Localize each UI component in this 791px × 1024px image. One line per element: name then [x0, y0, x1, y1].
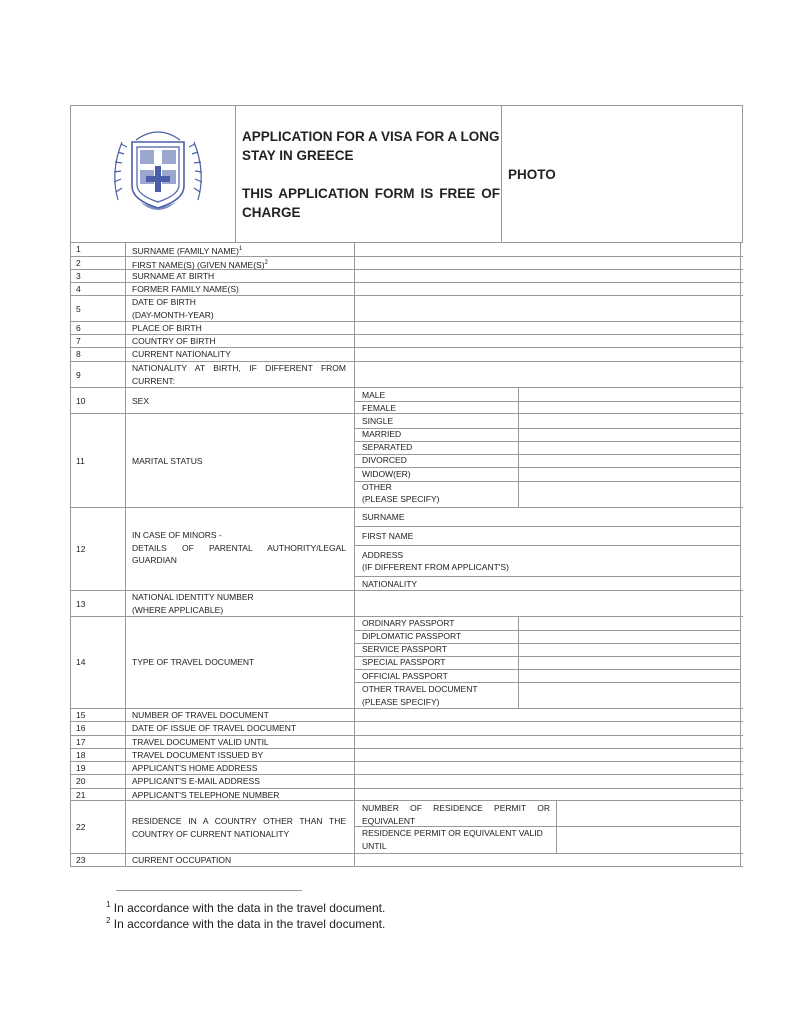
table-row — [70, 257, 743, 270]
row-label-text: RESIDENCE IN A COUNTRY OTHER THAN THE — [132, 816, 346, 826]
table-row — [70, 270, 743, 283]
row-label — [132, 243, 346, 257]
option-label: MALE — [362, 390, 386, 400]
option-label: DIPLOMATIC PASSPORT — [362, 631, 462, 641]
table-row — [70, 749, 743, 762]
title-line: STAY IN GREECE — [242, 148, 354, 163]
row-label-text: DATE OF BIRTH — [132, 297, 196, 307]
row-label — [132, 591, 346, 616]
row-label-text: IN CASE OF MINORS - — [132, 530, 222, 540]
table-row — [70, 789, 743, 801]
checkbox-divider — [518, 388, 519, 414]
row-number: 12 — [76, 544, 86, 554]
option-label: ORDINARY PASSPORT — [362, 618, 455, 628]
footnote-1 — [106, 900, 385, 915]
option-label: FEMALE — [362, 403, 397, 413]
row-label-text: GUARDIAN — [132, 555, 177, 565]
option-label: DIVORCED — [362, 455, 407, 465]
option-label: OTHER TRAVEL DOCUMENT — [362, 684, 478, 694]
row-number: 16 — [76, 723, 86, 733]
row-label: SURNAME AT BIRTH — [132, 271, 215, 281]
option-label — [362, 802, 550, 827]
option-label: MARRIED — [362, 429, 402, 439]
table-row — [70, 709, 743, 722]
option-label: ADDRESS — [362, 550, 404, 560]
row-number: 13 — [76, 599, 86, 609]
footnote-text: In accordance with the data in the travel document. — [110, 917, 386, 931]
row-number: 4 — [76, 284, 81, 294]
table-row — [70, 348, 743, 362]
option-text: UNTIL — [362, 840, 387, 851]
row-number: 5 — [76, 304, 81, 314]
free-notice-line: CHARGE — [242, 205, 301, 220]
option-label: SINGLE — [362, 416, 394, 426]
row-label: MARITAL STATUS — [132, 456, 203, 466]
table-row — [70, 762, 743, 775]
option-label — [362, 827, 543, 852]
row-label-text: COUNTRY OF CURRENT NATIONALITY — [132, 828, 290, 839]
row-label: CURRENT OCCUPATION — [132, 855, 232, 865]
photo-label: PHOTO — [508, 167, 556, 182]
footnote-separator — [116, 890, 302, 891]
row-number: 19 — [76, 763, 86, 773]
row-label: TRAVEL DOCUMENT VALID UNTIL — [132, 737, 269, 747]
option-divider — [354, 481, 740, 482]
footnote-mark: 1 — [106, 900, 111, 909]
option-label: SEPARATED — [362, 442, 413, 452]
row-label — [132, 296, 346, 321]
row-number: 9 — [76, 370, 81, 380]
row-number: 14 — [76, 657, 86, 667]
option-text: EQUIVALENT — [362, 815, 416, 826]
row-number: 7 — [76, 336, 81, 346]
footnote-ref: 2 — [264, 260, 268, 266]
table-row — [70, 243, 743, 257]
table-row — [70, 296, 743, 322]
option-divider — [354, 526, 740, 527]
row-number: 11 — [76, 456, 85, 466]
table-row — [70, 854, 743, 867]
row-label: NUMBER OF TRAVEL DOCUMENT — [132, 710, 269, 720]
row-label-text: (DAY-MONTH-YEAR) — [132, 309, 214, 320]
table-row — [70, 736, 743, 749]
footnote-2 — [106, 916, 385, 931]
row-number: 2 — [76, 258, 81, 268]
row-label: PLACE OF BIRTH — [132, 323, 202, 333]
row-label: COUNTRY OF BIRTH — [132, 336, 216, 346]
row-label-text: SURNAME (FAMILY NAME) — [132, 245, 239, 256]
table-row — [70, 722, 743, 736]
option-label: OFFICIAL PASSPORT — [362, 671, 448, 681]
option-note: (IF DIFFERENT FROM APPLICANT'S) — [362, 562, 509, 572]
table-row — [70, 591, 743, 617]
row-label-text: DETAILS OF PARENTAL AUTHORITY/LEGAL — [132, 542, 346, 553]
option-divider — [354, 454, 740, 455]
row-label-text: (WHERE APPLICABLE) — [132, 604, 224, 615]
row-number: 23 — [76, 855, 86, 865]
row-number: 6 — [76, 323, 81, 333]
option-label: OTHER — [362, 482, 392, 492]
row-label: APPLICANT'S TELEPHONE NUMBER — [132, 790, 280, 800]
row-label: CURRENT NATIONALITY — [132, 349, 231, 359]
option-label: SPECIAL PASSPORT — [362, 657, 446, 667]
row-number: 21 — [76, 790, 86, 800]
row-number: 18 — [76, 750, 86, 760]
header-divider — [235, 106, 236, 242]
title-line: APPLICATION FOR A VISA FOR A LONG — [242, 129, 500, 144]
option-text: RESIDENCE PERMIT OR EQUIVALENT VALID — [362, 828, 543, 838]
row-label-text: NATIONALITY AT BIRTH, IF DIFFERENT FROM — [132, 363, 346, 373]
row-label — [132, 362, 346, 387]
row-label: FORMER FAMILY NAME(S) — [132, 284, 239, 294]
row-number: 17 — [76, 737, 86, 747]
option-divider — [354, 401, 740, 402]
row-label: DATE OF ISSUE OF TRAVEL DOCUMENT — [132, 723, 297, 733]
option-label: FIRST NAME — [362, 531, 414, 541]
table-row — [70, 775, 743, 789]
option-note: (PLEASE SPECIFY) — [362, 494, 440, 504]
row-label: TYPE OF TRAVEL DOCUMENT — [132, 657, 255, 667]
option-note: (PLEASE SPECIFY) — [362, 697, 440, 707]
option-text: NUMBER OF RESIDENCE PERMIT OR — [362, 803, 550, 813]
table-row — [70, 362, 743, 388]
table-row — [70, 322, 743, 335]
row-label: APPLICANT'S E-MAIL ADDRESS — [132, 776, 260, 786]
footnote-mark: 2 — [106, 916, 111, 925]
row-number: 8 — [76, 349, 81, 359]
row-label — [132, 529, 346, 567]
footnote-text: In accordance with the data in the travel document. — [110, 901, 386, 915]
option-label: NATIONALITY — [362, 579, 418, 589]
row-label: SEX — [132, 396, 150, 406]
option-divider — [354, 545, 740, 546]
row-label-text: FIRST NAME(S) (GIVEN NAME(S) — [132, 259, 265, 270]
option-divider — [354, 428, 740, 429]
option-divider — [354, 467, 740, 468]
table-row — [70, 283, 743, 296]
option-divider — [354, 576, 740, 577]
free-notice-line: THIS APPLICATION FORM IS FREE OF — [242, 186, 500, 201]
row-number: 10 — [76, 396, 86, 406]
form-title — [242, 127, 500, 222]
footnote-ref: 1 — [238, 246, 243, 252]
row-number: 15 — [76, 710, 86, 720]
row-number: 3 — [76, 271, 81, 281]
row-number: 22 — [76, 822, 86, 832]
row-label: TRAVEL DOCUMENT ISSUED BY — [132, 750, 264, 760]
option-label: SURNAME — [362, 512, 405, 522]
row-label-text: CURRENT: — [132, 375, 175, 386]
option-label: WIDOW(ER) — [362, 469, 411, 479]
checkbox-divider — [556, 801, 557, 854]
row-label: APPLICANT'S HOME ADDRESS — [132, 763, 258, 773]
table-row — [70, 335, 743, 348]
row-label — [132, 815, 346, 840]
row-label-text: NATIONAL IDENTITY NUMBER — [132, 592, 254, 602]
option-label: SERVICE PASSPORT — [362, 644, 448, 654]
header-divider — [501, 106, 502, 242]
row-number: 20 — [76, 776, 86, 786]
greek-coat-of-arms-icon — [106, 122, 210, 222]
row-number: 1 — [76, 244, 81, 254]
